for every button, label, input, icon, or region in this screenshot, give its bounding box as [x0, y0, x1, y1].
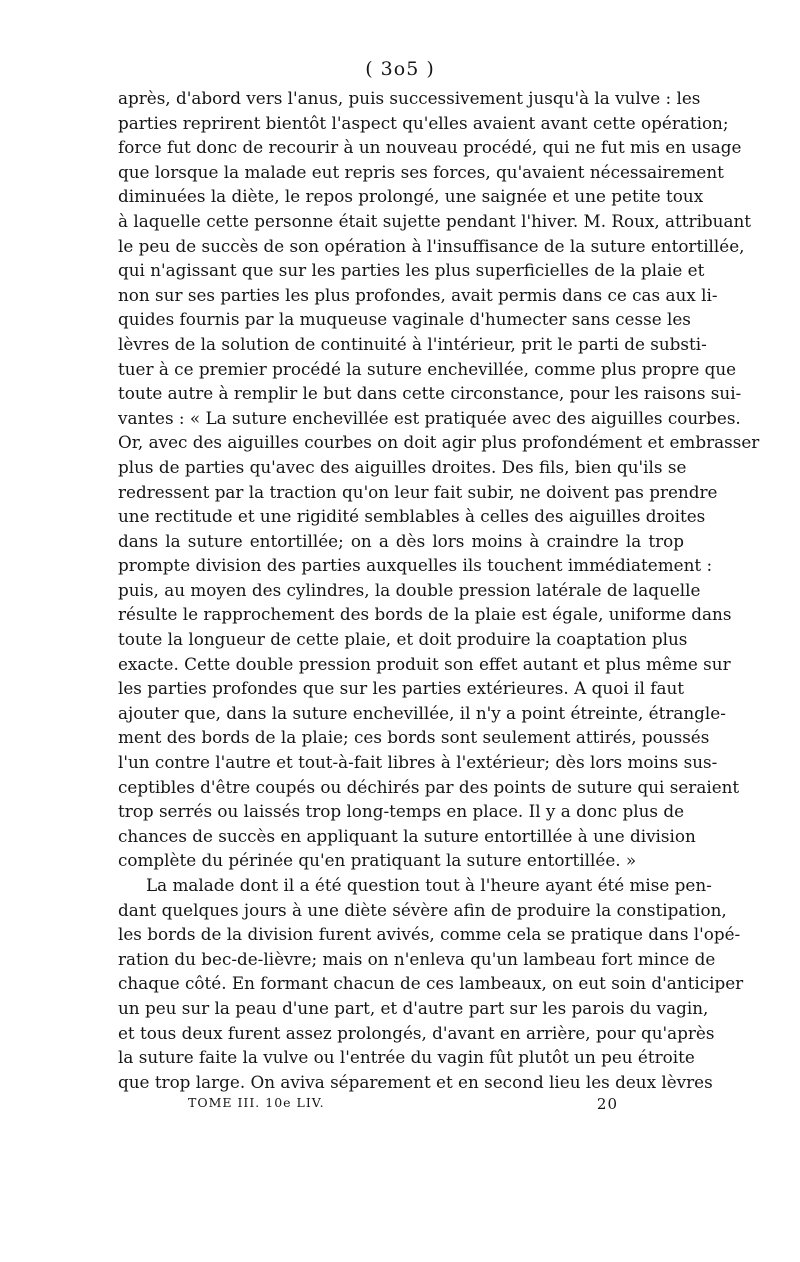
gathering-number: 20 [596, 1095, 618, 1113]
text-line: le peu de succès de son opération à l'insuffisance de la suture entortillée, [118, 235, 745, 256]
text-line: force fut donc de recourir à un nouveau procédé, qui ne fut mis en usage [118, 137, 742, 158]
signature-mark: TOME III. 10e LIV. [188, 1095, 325, 1110]
text-line: Or, avec des aiguilles courbes on doit agir plus profondément et embrasser [118, 432, 760, 453]
text-line: chances de succès en appliquant la suture entortillée à une division [118, 825, 696, 846]
text-line: un peu sur la peau d'une part, et d'autre part sur les parois du vagin, [118, 997, 709, 1018]
text-line: toute la longueur de cette plaie, et doit produire la coaptation plus [118, 629, 688, 650]
text-line: résulte le rapprochement des bords de la plaie est égale, uniforme dans [118, 604, 732, 625]
text-line: puis, au moyen des cylindres, la double pression latérale de laquelle [118, 579, 701, 600]
text-line: plus de parties qu'avec des aiguilles droites. Des fils, bien qu'ils se [118, 456, 687, 477]
text-line: prompte division des parties auxquelles ils touchent immédiatement : [118, 555, 713, 576]
text-line: que lorsque la malade eut repris ses forces, qu'avaient nécessairement [118, 161, 724, 182]
text-line: trop serrés ou laissés trop long-temps en place. Il y a donc plus de [118, 801, 684, 822]
text-line: dant quelques jours à une diète sévère afin de produire la constipation, [118, 899, 727, 920]
text-line: dans la suture entortillée; on a dès lors moins à craindre la trop [118, 530, 684, 551]
text-line: la suture faite la vulve ou l'entrée du vagin fût plutôt un peu étroite [118, 1047, 695, 1068]
text-line: qui n'agissant que sur les parties les plus superficielles de la plaie et [118, 260, 705, 281]
text-line: lèvres de la solution de continuité à l'intérieur, prit le parti de substi- [118, 333, 707, 354]
text-line: quides fournis par la muqueuse vaginale d'humecter sans cesse les [118, 309, 691, 330]
text-line: redressent par la traction qu'on leur fait subir, ne doivent pas prendre [118, 481, 718, 502]
text-line: ceptibles d'être coupés ou déchirés par des points de suture qui seraient [118, 776, 740, 797]
text-line: que trop large. On aviva séparement et en second lieu les deux lèvres [118, 1071, 713, 1092]
text-line: après, d'abord vers l'anus, puis successivement jusqu'à la vulve : les [118, 88, 701, 108]
text-line: et tous deux furent assez prolongés, d'avant en arrière, pour qu'après [118, 1022, 715, 1043]
text-line: ajouter que, dans la suture enchevillée, il n'y a point étreinte, étrangle- [118, 702, 726, 723]
text-line: exacte. Cette double pression produit son effet autant et plus même sur [118, 653, 731, 674]
text-line: toute autre à remplir le but dans cette circonstance, pour les raisons sui- [118, 383, 742, 404]
text-line: vantes : « La suture enchevillée est pratiquée avec des aiguilles courbes. [118, 407, 741, 428]
text-line: complète du périnée qu'en pratiquant la suture entortillée. » [118, 850, 637, 871]
text-line: chaque côté. En formant chacun de ces lambeaux, on eut soin d'anticiper [118, 973, 744, 994]
text-line: ment des bords de la plaie; ces bords sont seulement attirés, poussés [118, 727, 710, 748]
text-line: parties reprirent bientôt l'aspect qu'elles avaient avant cette opération; [118, 112, 729, 133]
text-line: à laquelle cette personne était sujette pendant l'hiver. M. Roux, attribuant [118, 210, 752, 231]
paragraph-first-line: La malade dont il a été question tout à l'heure ayant été mise pen- [146, 875, 712, 895]
page-number-header: ( 3o5 ) [365, 58, 435, 80]
text-line: les parties profondes que sur les parties extérieures. A quoi il faut [118, 678, 684, 699]
body-text [118, 86, 760, 1094]
text-line: tuer à ce premier procédé la suture enchevillée, comme plus propre que [118, 358, 737, 379]
page-footer [188, 1095, 618, 1115]
text-line: les bords de la division furent avivés, comme cela se pratique dans l'opé- [118, 924, 741, 945]
text-line: une rectitude et une rigidité semblables à celles des aiguilles droites [118, 506, 706, 527]
text-line: ration du bec-de-lièvre; mais on n'enleva qu'un lambeau fort mince de [118, 948, 716, 969]
text-line: non sur ses parties les plus profondes, avait permis dans ce cas aux li- [118, 284, 718, 305]
text-line: diminuées la diète, le repos prolongé, une saignée et une petite toux [118, 186, 704, 207]
text-line: l'un contre l'autre et tout-à-fait libres à l'extérieur; dès lors moins sus- [118, 752, 718, 773]
